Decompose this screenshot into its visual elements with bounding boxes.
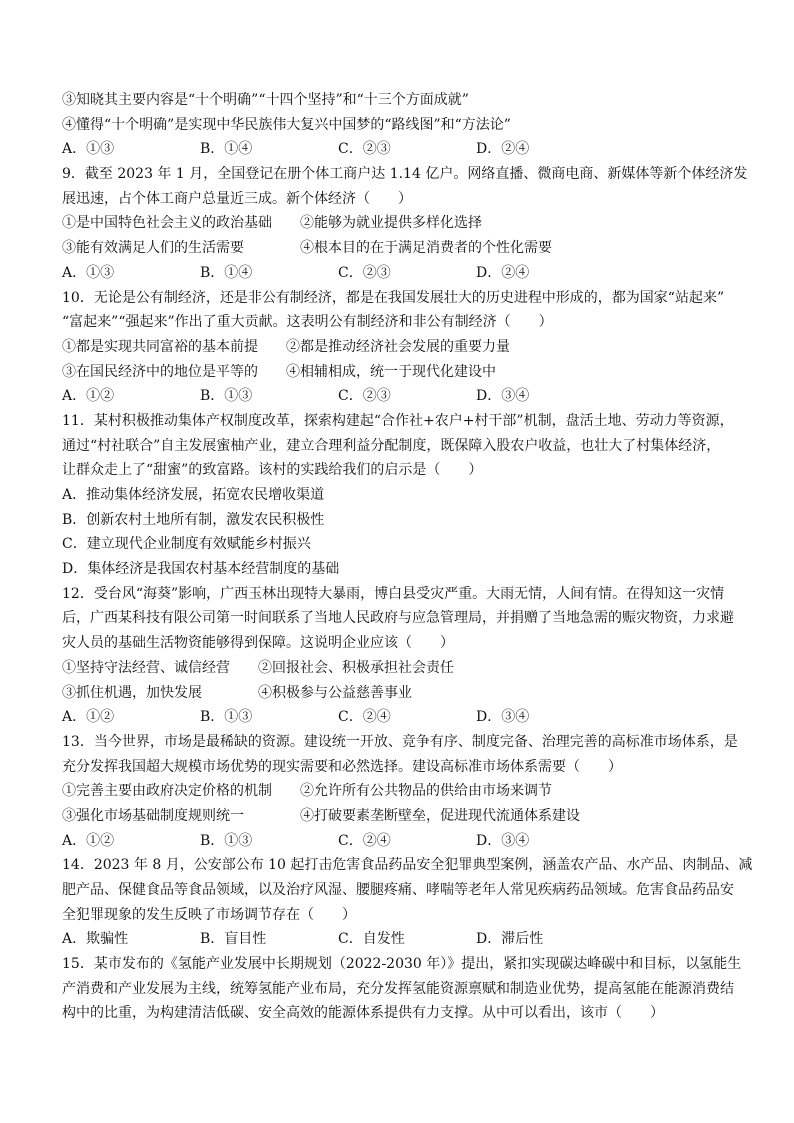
q9-stem-line-1: 9．截至 2023 年 1 月，全国登记在册个体工商户达 1.14 亿户。网络直播、微商电商、新媒体等新个体经济发 — [62, 166, 748, 183]
q10-option-a: A．①② — [62, 388, 115, 405]
q9-options — [62, 261, 742, 286]
q13-items-1: ①完善主要由政府决定价格的机制 ②允许所有公共物品的供给由市场来调节 — [62, 783, 552, 800]
q12-option-c: C．②④ — [338, 709, 391, 726]
q9-option-b: B．①④ — [200, 264, 253, 281]
q11-choice-d: D．集体经济是我国农村基本经营制度的基础 — [62, 561, 340, 578]
q10-stem-line-1: 10．无论是公有制经济，还是非公有制经济，都是在我国发展壮大的历史进程中形成的，都为国家“站起来” — [62, 289, 725, 306]
q12-stem-line-1: 12．受台风“海葵”影响，广西玉林出现特大暴雨，博白县受灾严重。大雨无情，人间有情。在得知这一灾情 — [62, 585, 725, 602]
q14-option-a: A．欺骗性 — [62, 931, 129, 948]
q12-option-d: D．③④ — [476, 709, 530, 726]
q14-option-c: C．自发性 — [338, 931, 405, 948]
q12-option-b: B．①③ — [200, 709, 253, 726]
q10-items-2: ③在国民经济中的地位是平等的 ④相辅相成，统一于现代化建设中 — [62, 363, 496, 380]
q15-stem-line-3: 构中的比重，为构建清洁低碳、安全高效的能源体系提供有力支撑。从中可以看出，该市（ ） — [62, 1005, 664, 1022]
q12-option-a: A．①② — [62, 709, 115, 726]
q9-items-2: ③能有效满足人们的生活需要 ④根本目的在于满足消费者的个性化需要 — [62, 240, 552, 257]
q9-items-1: ①是中国特色社会主义的政治基础 ②能够为就业提供多样化选择 — [62, 215, 482, 232]
q11-stem-line-3: 让群众走上了“甜蜜”的致富路。该村的实践给我们的启示是（ ） — [62, 462, 483, 479]
q13-option-b: B．①③ — [200, 832, 253, 849]
q8-option-a: A．①③ — [62, 141, 115, 158]
q8-options — [62, 137, 742, 162]
q8-option-d: D．②④ — [476, 141, 530, 158]
q13-option-a: A．①② — [62, 832, 115, 849]
q13-option-c: C．②④ — [338, 832, 391, 849]
q14-option-b: B．盲目性 — [200, 931, 267, 948]
q15-stem-line-1: 15．某市发布的《氢能产业发展中长期规划（2022-2030 年）》提出，紧扣实现碳达峰碳中和目标，以氢能生 — [62, 956, 742, 973]
q11-choice-a: A．推动集体经济发展，拓宽农民增收渠道 — [62, 487, 325, 503]
q8-option-b: B．①④ — [200, 141, 253, 158]
q13-stem-line-2: 充分发挥我国超大规模市场优势的现实需要和必然选择。建设高标准市场体系需要（ ） — [62, 758, 622, 775]
q13-option-d: D．③④ — [476, 832, 530, 849]
q13-items-2: ③强化市场基础制度规则统一 ④打破要素垄断壁垒，促进现代流通体系建设 — [62, 807, 580, 824]
q14-options — [62, 927, 742, 952]
q13-options — [62, 829, 742, 854]
q13-stem-line-1: 13．当今世界，市场是最稀缺的资源。建设统一开放、竞争有序、制度完备、治理完善的高标准市场体系，是 — [62, 733, 738, 750]
q14-stem-line-3: 全犯罪现象的发生反映了市场调节存在（ ） — [62, 906, 356, 923]
q10-option-b: B．①③ — [200, 388, 253, 405]
q12-stem-line-3: 灾人员的基础生活物资能够得到保障。这说明企业应该（ ） — [62, 635, 454, 652]
q8-item-4: ④懂得“十个明确”是实现中华民族伟大复兴中国梦的“路线图”和“方法论” — [62, 116, 511, 133]
q10-options — [62, 384, 742, 409]
q11-stem-line-2: 通过“村社联合”自主发展蜜柚产业，建立合理利益分配制度，既保障入股农户收益，也壮大了村集体经济， — [62, 437, 721, 454]
q8-item-3: ③知晓其主要内容是“十个明确”“十四个坚持”和“十三个方面成就” — [62, 92, 469, 108]
q11-choice-b: B．创新农村土地所有制，激发农民积极性 — [62, 511, 325, 528]
q11-stem-line-1: 11．某村积极推动集体产权制度改革，探索构建起“合作社+农户+村干部”机制，盘活土地、劳动力等资源， — [62, 412, 734, 429]
q12-items-2: ③抓住机遇，加快发展 ④积极参与公益慈善事业 — [62, 684, 412, 701]
q14-option-d: D．滞后性 — [476, 931, 544, 948]
q10-option-c: C．②③ — [338, 388, 391, 405]
q14-stem-line-1: 14．2023 年 8 月，公安部公布 10 起打击危害食品药品安全犯罪典型案例，涵盖农产品、水产品、肉制品、减 — [62, 857, 753, 874]
exam-content — [62, 88, 753, 1026]
q9-option-d: D．②④ — [476, 264, 530, 281]
q9-option-c: C．②③ — [338, 264, 391, 281]
q12-options — [62, 705, 742, 730]
q15-stem-line-2: 产消费和产业发展为主线，统筹氢能产业布局，充分发挥氢能资源禀赋和制造业优势，提高氢能在能源消费结 — [62, 980, 734, 997]
q12-items-1: ①坚持守法经营、诚信经营 ②回报社会、积极承担社会责任 — [62, 659, 454, 676]
q10-items-1: ①都是实现共同富裕的基本前提 ②都是推动经济社会发展的重要力量 — [62, 338, 510, 355]
q11-choice-c: C．建立现代企业制度有效赋能乡村振兴 — [62, 536, 311, 553]
q9-stem-line-2: 展迅速，占个体工商户总量近三成。新个体经济（ ） — [62, 190, 412, 207]
q14-stem-line-2: 肥产品、保健食品等食品领域，以及治疗风湿、腰腿疼痛、哮喘等老年人常见疾病药品领域。危害食品药品安 — [62, 882, 734, 898]
q9-option-a: A．①③ — [62, 264, 115, 281]
q12-stem-line-2: 后，广西某科技有限公司第一时间联系了当地人民政府与应急管理局，并捐赠了当地急需的赈灾物资，力求避 — [62, 610, 734, 627]
q10-option-d: D．③④ — [476, 388, 530, 405]
q10-stem-line-2: “富起来”“强起来”作出了重大贡献。这表明公有制经济和非公有制经济（ ） — [62, 314, 553, 331]
q8-option-c: C．②③ — [338, 141, 391, 158]
